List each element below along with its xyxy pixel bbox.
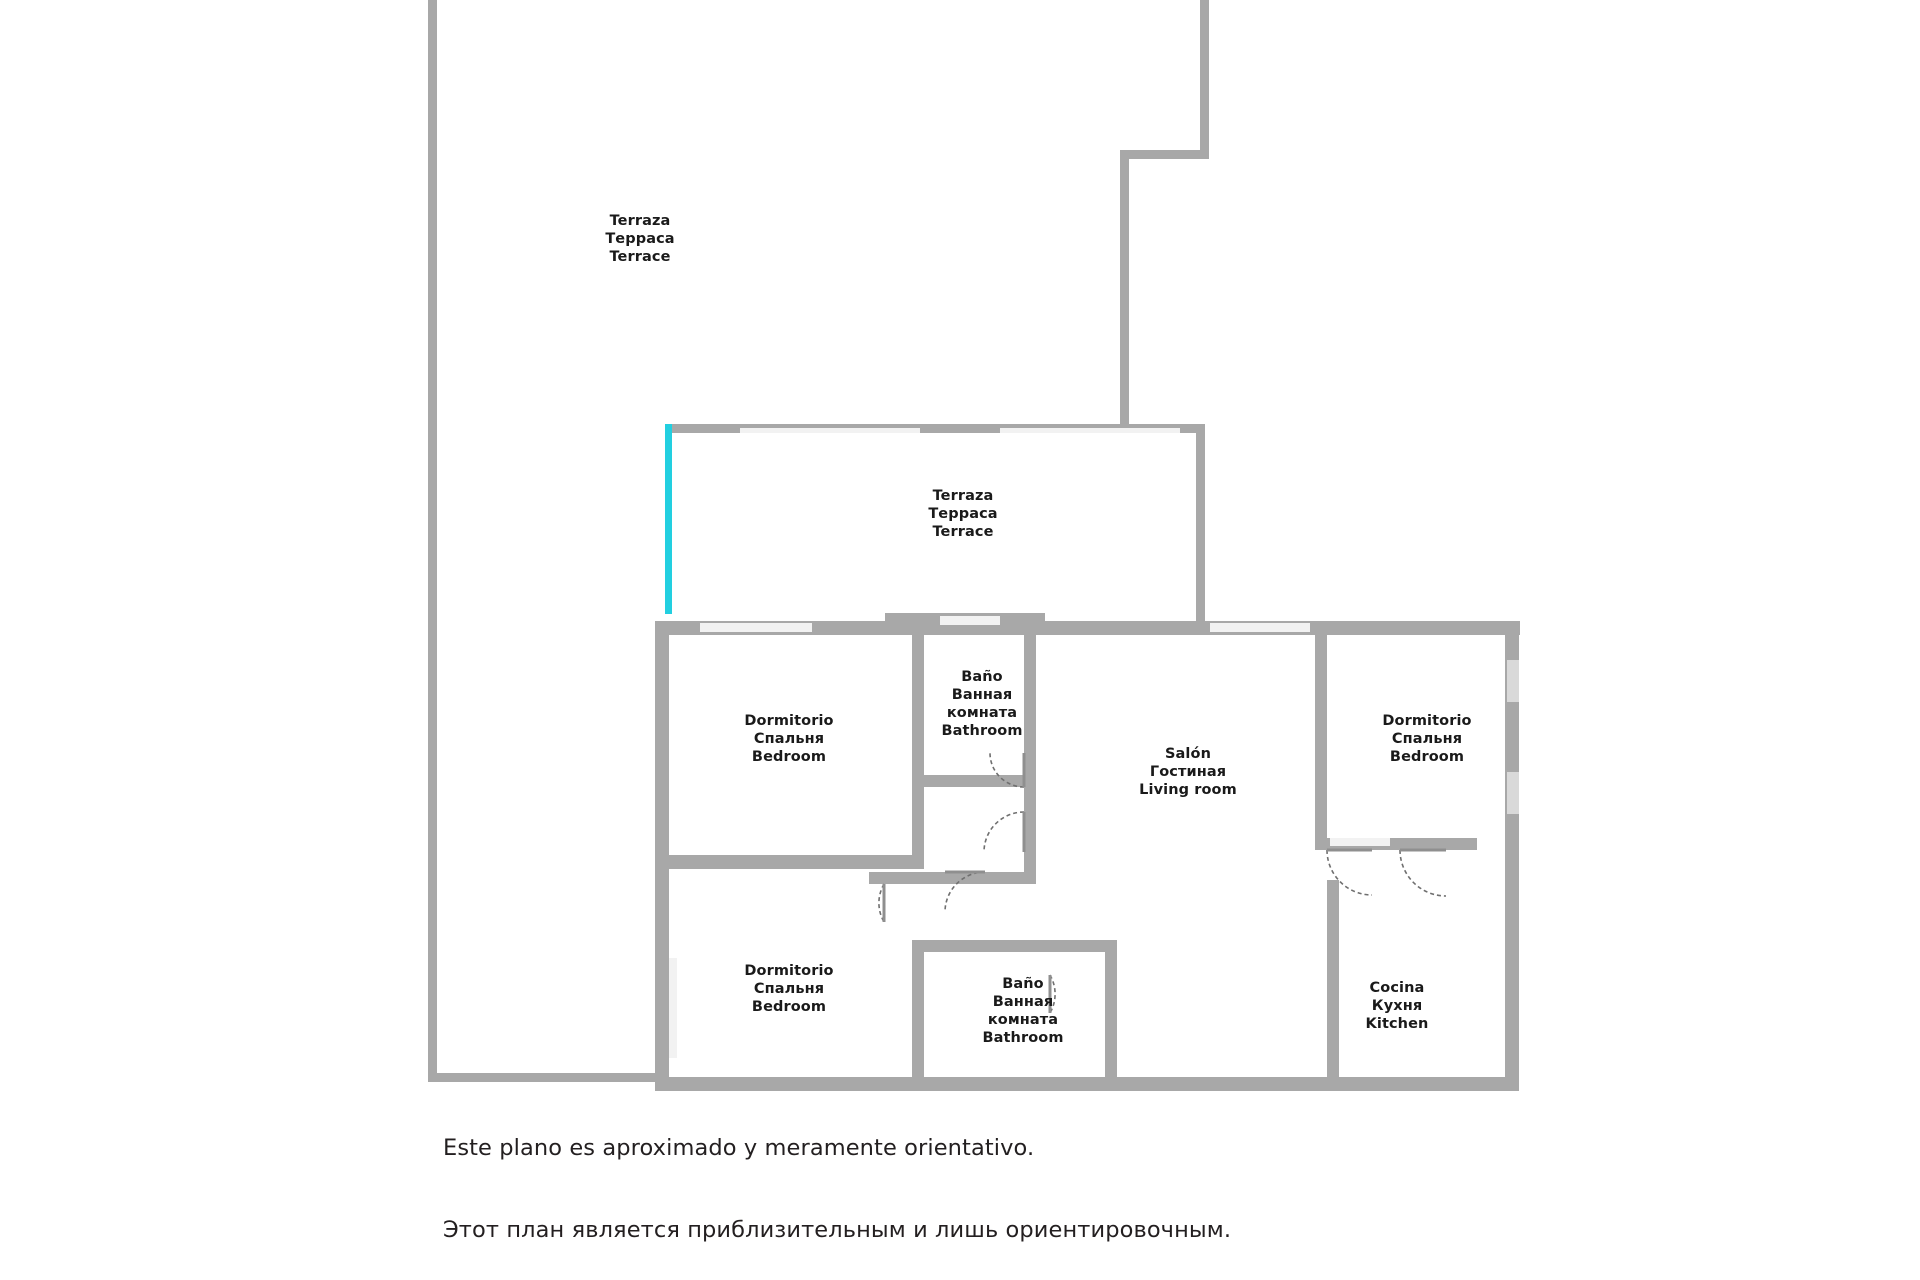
room-label-line: Baño — [1002, 976, 1044, 992]
room-label-line: Kitchen — [1365, 1016, 1429, 1033]
terrace-outline — [428, 0, 1209, 1082]
room-label-living-room — [1139, 745, 1237, 799]
room-label-line: Ванная — [951, 687, 1013, 704]
room-label-line: Salón — [1165, 746, 1211, 762]
room-label-bedroom-right — [1382, 712, 1471, 766]
room-label-line: Спальня — [753, 981, 825, 998]
disclaimer-spanish: Este plano es aproximado y meramente orientativo. — [443, 1135, 1035, 1161]
room-label-line: Cocina — [1369, 980, 1425, 996]
room-label-bedroom-bottom-left — [744, 962, 833, 1016]
room-label-bathroom-bottom — [982, 975, 1063, 1048]
room-label-terrace-upper — [605, 212, 674, 266]
room-label-line: Гостиная — [1149, 764, 1227, 781]
room-label-line: Dormitorio — [1382, 713, 1472, 729]
room-label-line: Baño — [961, 669, 1003, 685]
room-label-line: Терраса — [605, 231, 675, 248]
room-label-line: Спальня — [1391, 731, 1463, 748]
room-label-line: Bathroom — [982, 1030, 1064, 1047]
room-label-line: Terrace — [609, 249, 671, 266]
room-label-line: Dormitorio — [744, 713, 834, 729]
room-label-line: Bedroom — [751, 749, 827, 766]
room-label-line: комната — [946, 705, 1018, 722]
room-label-line: Dormitorio — [744, 963, 834, 979]
room-label-line: Terraza — [609, 213, 671, 229]
room-label-line: Кухня — [1371, 998, 1423, 1015]
room-label-line: Bathroom — [941, 723, 1023, 740]
room-label-line: Living room — [1139, 782, 1237, 799]
room-label-line: Спальня — [753, 731, 825, 748]
room-label-line: Bedroom — [751, 999, 827, 1016]
disclaimer-russian: Этот план является приблизительным и лишь ориентировочным. — [443, 1217, 1232, 1243]
room-label-line: Terraza — [932, 488, 994, 504]
room-label-bedroom-top-left — [744, 712, 833, 766]
room-label-bathroom-top — [941, 668, 1022, 741]
room-label-line: Terrace — [932, 524, 994, 541]
room-label-line: Терраса — [928, 506, 998, 523]
room-label-line: Ванная — [992, 994, 1054, 1011]
room-label-terrace-lower — [928, 487, 997, 541]
room-label-kitchen — [1366, 979, 1429, 1033]
room-label-line: Bedroom — [1389, 749, 1465, 766]
room-label-line: комната — [987, 1012, 1059, 1029]
